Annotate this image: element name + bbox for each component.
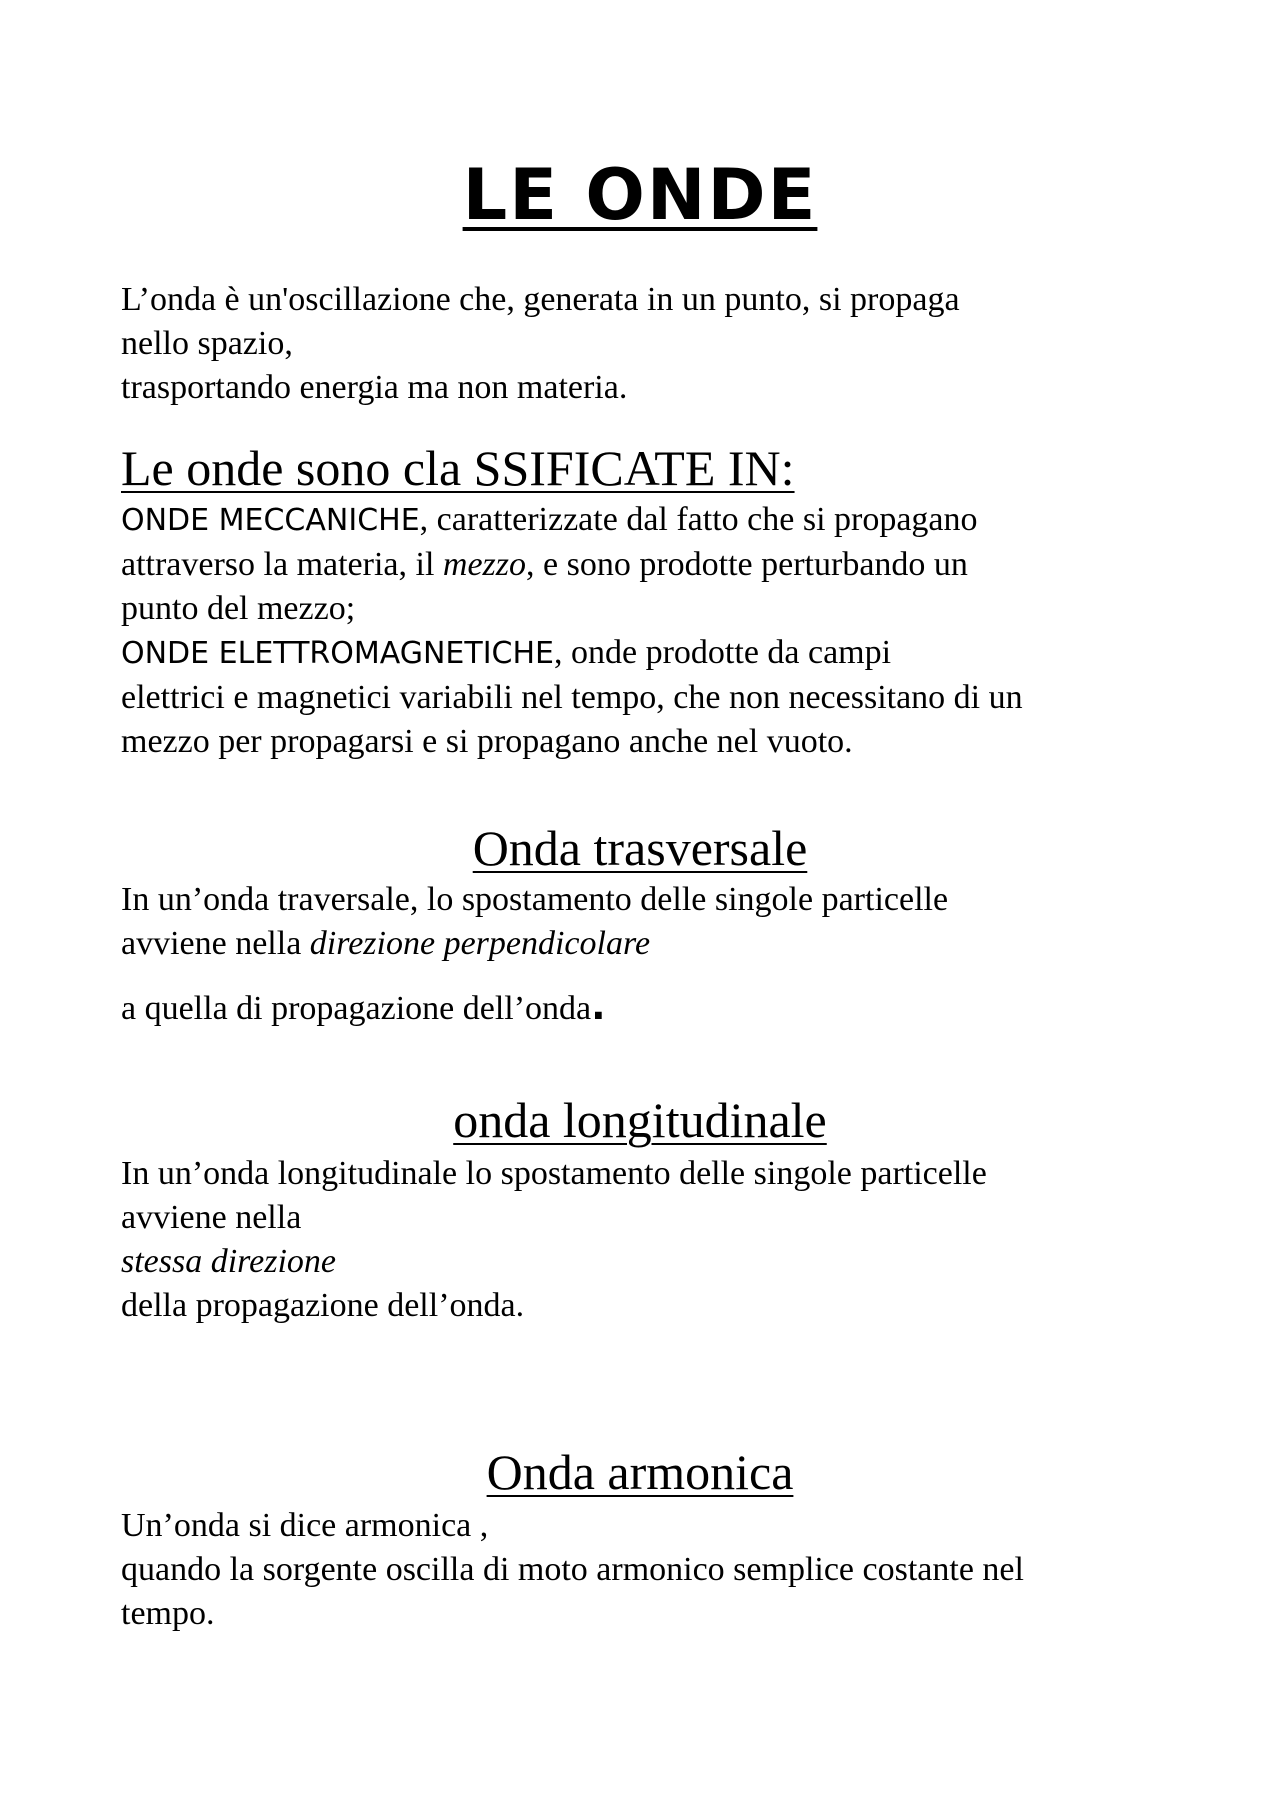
classification-paragraph bbox=[121, 498, 1023, 764]
transversal-line: a quella di propagazione dell’onda. bbox=[121, 984, 606, 1028]
medium-term: mezzo bbox=[442, 546, 527, 583]
same-direction-term: stessa direzione bbox=[121, 1243, 337, 1280]
classification-heading: Le onde sono cla SSIFICATE IN: bbox=[121, 440, 795, 496]
harmonic-line: tempo. bbox=[121, 1595, 215, 1632]
longitudinal-line: della propagazione dell’onda. bbox=[121, 1287, 525, 1324]
longitudinal-line: In un’onda longitudinale lo spostamento delle singole particelle bbox=[121, 1155, 987, 1192]
transversal-line: avviene nella direzione perpendicolare bbox=[121, 925, 651, 962]
mechanical-waves-label: ONDE MECCANICHE bbox=[121, 503, 420, 538]
longitudinal-heading: onda longitudinale bbox=[453, 1092, 827, 1148]
electromagnetic-waves-line: ONDE ELETTROMAGNETICHE, onde prodotte da campi bbox=[121, 634, 892, 671]
transversal-paragraph bbox=[121, 878, 948, 966]
period-mark: . bbox=[591, 984, 606, 1028]
transversal-line: In un’onda traversale, lo spostamento delle singole particelle bbox=[121, 881, 949, 918]
transversal-continuation bbox=[121, 984, 606, 1031]
mechanical-waves-line: attraverso la materia, il mezzo, e sono prodotte perturbando un bbox=[121, 546, 968, 583]
electromagnetic-waves-line: elettrici e magnetici variabili nel tempo, che non necessitano di un bbox=[121, 679, 1023, 716]
harmonic-line: quando la sorgente oscilla di moto armonico semplice costante nel bbox=[121, 1551, 1024, 1588]
intro-paragraph bbox=[121, 278, 960, 410]
transversal-heading: Onda trasversale bbox=[472, 820, 808, 876]
electromagnetic-waves-label: ONDE ELETTROMAGNETICHE bbox=[121, 636, 555, 671]
page-title: LE ONDE bbox=[462, 154, 818, 236]
longitudinal-line: avviene nella bbox=[121, 1199, 302, 1236]
harmonic-line: Un’onda si dice armonica , bbox=[121, 1507, 489, 1544]
harmonic-paragraph bbox=[121, 1504, 1024, 1636]
perpendicular-term: direzione perpendicolare bbox=[309, 925, 651, 962]
electromagnetic-waves-line: mezzo per propagarsi e si propagano anche nel vuoto. bbox=[121, 723, 853, 760]
longitudinal-paragraph bbox=[121, 1152, 987, 1328]
intro-line: trasportando energia ma non materia. bbox=[121, 369, 628, 406]
intro-line: nello spazio, bbox=[121, 325, 293, 362]
intro-line: L’onda è un'oscillazione che, generata in un punto, si propaga bbox=[121, 281, 960, 318]
harmonic-heading: Onda armonica bbox=[486, 1444, 794, 1500]
mechanical-waves-line: punto del mezzo; bbox=[121, 590, 356, 627]
mechanical-waves-line: ONDE MECCANICHE, caratterizzate dal fatto che si propagano bbox=[121, 501, 978, 538]
